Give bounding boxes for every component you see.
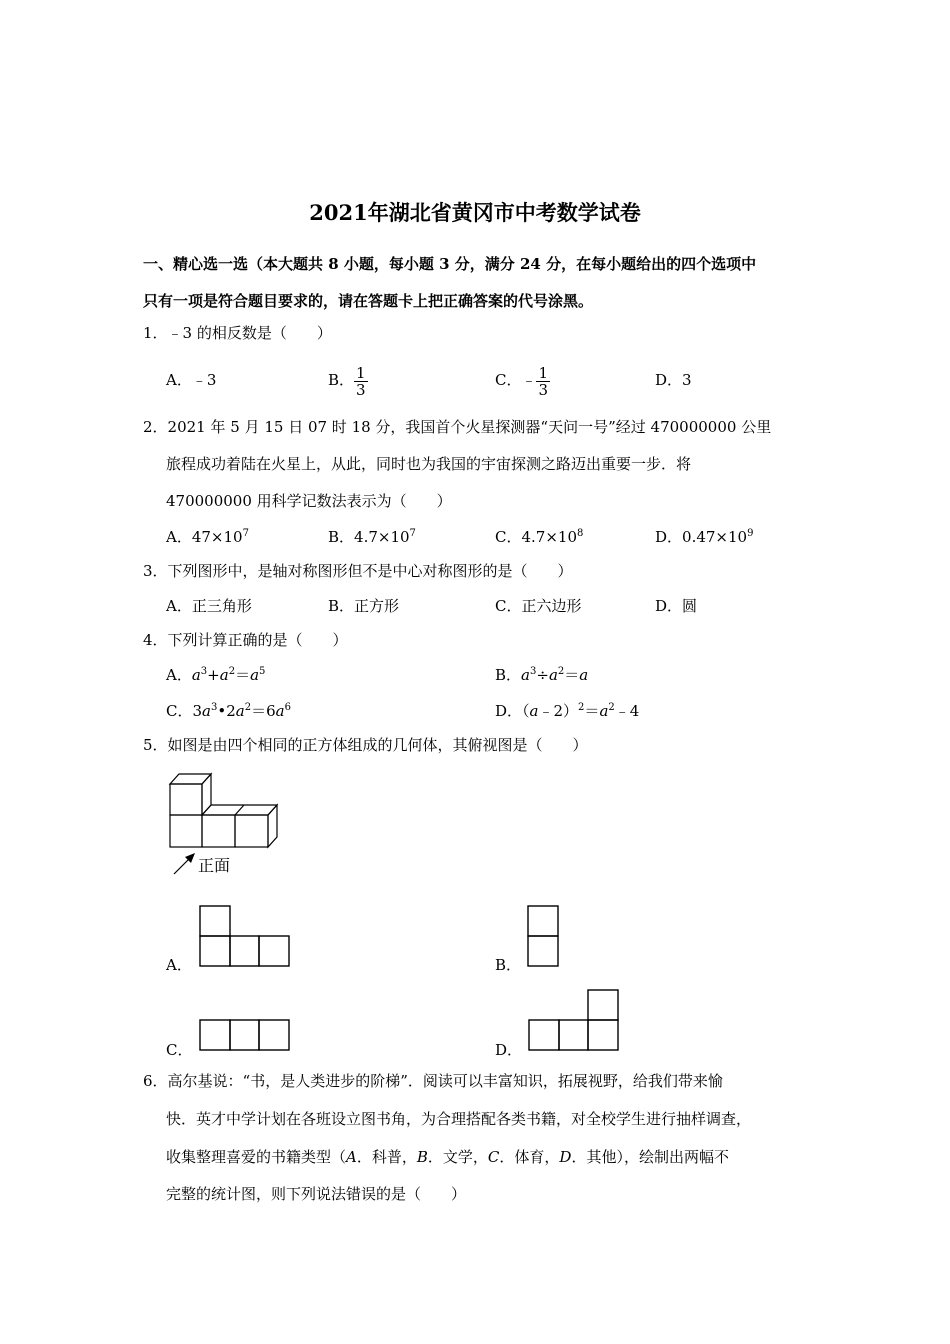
q4-option-d (495, 701, 639, 721)
q2-d-base: D．0.47×10 (655, 528, 748, 546)
q4-coef: 3 (192, 702, 203, 720)
q4-var: a (191, 666, 201, 684)
q5-option-b: B． (495, 956, 522, 974)
q1-option-c-fraction (536, 365, 550, 398)
q5-option-b-figure (526, 904, 560, 968)
q4-exp: 2 (578, 702, 585, 713)
q5-option-d: D． (495, 1041, 523, 1059)
q4-exp: 2 (228, 666, 236, 677)
q1-option-c-label: C．﹣ (495, 371, 537, 389)
q4-op: • (217, 702, 227, 720)
front-label: 正面 (198, 856, 231, 875)
q6-line1: 6．高尔基说：“书，是人类进步的阶梯”．阅读可以丰富知识，拓展视野，给我们带来愉 (143, 1072, 723, 1090)
q4-exp: 2 (557, 666, 565, 677)
q4-op: ﹣2） (538, 702, 579, 720)
q6-line2: 快．英才中学计划在各班设立图书角，为合理搭配各类书籍，对全校学生进行抽样调查， (166, 1110, 752, 1128)
cube-bottom-2 (202, 815, 235, 847)
q4-exp: 2 (244, 702, 252, 713)
q2-b-base: B．4.7×10 (328, 528, 410, 546)
section-heading-line1: 一、精心选一选（本大题共 8 小题，每小题 3 分，满分 24 分，在每小题给出的四个选项中 (143, 255, 757, 273)
square (200, 936, 230, 966)
section-heading-line2: 只有一项是符合题目要求的，请在答题卡上把正确答案的代号涂黑。 (143, 292, 594, 310)
q2-b-exp: 7 (409, 528, 416, 539)
q3-option-d: D．圆 (655, 597, 698, 615)
q1-option-c (495, 356, 550, 404)
q6-line4: 完整的统计图，则下列说法错误的是（ ） (166, 1185, 467, 1203)
q4-exp: 3 (529, 666, 537, 677)
square (230, 1020, 259, 1050)
q1-c-numerator: 1 (538, 363, 549, 382)
q3-option-c: C．正六边形 (495, 597, 582, 615)
q4-var: a (599, 702, 609, 720)
q4-option-c (166, 701, 291, 721)
q4-exp: 3 (210, 702, 218, 713)
square (528, 936, 558, 966)
q4-a-label: A． (166, 666, 192, 684)
square (230, 936, 259, 966)
q3-option-a: A．正三角形 (166, 597, 252, 615)
q1-option-b (328, 356, 368, 404)
cube-top-top (170, 774, 211, 784)
q4-op: ＝ (584, 702, 600, 720)
q1-b-numerator: 1 (356, 363, 366, 382)
q2-option-d (655, 527, 753, 547)
q2-line1: 2．2021 年 5 月 15 日 07 时 18 分，我国首个火星探测器“天问一号”经过 470000000 公里 (143, 418, 772, 436)
q4-paren: （ (522, 702, 530, 720)
q4-d-label: D． (495, 702, 523, 720)
q4-op: ﹣4 (614, 702, 640, 720)
q4-coef: 2 (226, 702, 236, 720)
q4-c-label: C． (166, 702, 193, 720)
q4-var: a (275, 702, 285, 720)
square (528, 906, 558, 936)
page-title: 2021年湖北省黄冈市中考数学试卷 (309, 200, 641, 225)
q5-option-c-figure (198, 1018, 292, 1052)
square (259, 936, 289, 966)
q4-b-label: B． (495, 666, 522, 684)
q4-exp: 6 (284, 702, 291, 713)
q6-cat-c-text: ．体育， (499, 1148, 560, 1166)
q6-cat-b: B (416, 1148, 428, 1166)
q1-option-d: D．3 (655, 371, 692, 389)
q4-op: ＝ (251, 702, 267, 720)
square (588, 1020, 618, 1050)
q4-var: a (235, 702, 245, 720)
square (529, 1020, 559, 1050)
cube-bottom-3 (235, 815, 268, 847)
q4-exp: 3 (200, 666, 208, 677)
q4-op: ＝ (235, 666, 251, 684)
q3-stem: 3．下列图形中，是轴对称图形但不是中心对称图形的是（ ） (143, 562, 573, 580)
q4-var: a (579, 666, 589, 684)
q4-stem: 4．下列计算正确的是（ ） (143, 631, 348, 649)
cube-top-right (202, 774, 211, 815)
square (200, 906, 230, 936)
q4-option-a (166, 665, 265, 685)
q5-option-a-figure (198, 904, 292, 968)
q4-op: + (207, 666, 220, 684)
square (259, 1020, 289, 1050)
q3-option-b: B．正方形 (328, 597, 400, 615)
q6-line3 (166, 1147, 729, 1167)
q1-b-denominator: 3 (356, 380, 366, 399)
square (588, 990, 618, 1020)
cube-top-edge (235, 805, 244, 815)
q4-exp: 2 (608, 702, 615, 713)
q2-c-exp: 8 (577, 528, 584, 539)
q6-line3-pre: 收集整理喜爱的书籍类型（ (166, 1148, 347, 1166)
q4-op: ＝ (564, 666, 580, 684)
q6-cat-d-text: ．其他），绘制出两幅不 (571, 1148, 729, 1166)
q4-var: a (548, 666, 558, 684)
q2-line3: 470000000 用科学记数法表示为（ ） (166, 492, 452, 510)
q4-coef: 6 (266, 702, 276, 720)
q5-option-c: C． (166, 1041, 193, 1059)
cube-top-front (170, 784, 202, 815)
q4-var: a (250, 666, 260, 684)
q6-cat-a: A (346, 1148, 357, 1166)
q2-option-b (328, 527, 416, 547)
q4-op: ÷ (536, 666, 549, 684)
cube-bottom-1 (170, 815, 202, 847)
q2-d-exp: 9 (747, 528, 754, 539)
cube-bottom-right (268, 805, 277, 847)
square (559, 1020, 588, 1050)
q4-var: a (202, 702, 211, 720)
q2-option-a (166, 527, 249, 547)
q4-var: a (521, 666, 530, 684)
q2-a-base: A．47×10 (166, 528, 243, 546)
q2-line2: 旅程成功着陆在火星上，从此，同时也为我国的宇宙探测之路迈出重要一步．将 (166, 455, 692, 473)
q6-cat-d: D (559, 1148, 572, 1166)
q2-c-base: C．4.7×10 (495, 528, 577, 546)
q4-var: a (529, 702, 539, 720)
q4-var: a (219, 666, 229, 684)
q4-option-b (495, 665, 588, 685)
q1-stem: 1．﹣3 的相反数是（ ） (143, 324, 332, 342)
q6-cat-b-text: ．文学， (427, 1148, 488, 1166)
q1-option-a: A．﹣3 (166, 371, 217, 389)
square (200, 1020, 230, 1050)
q5-option-d-figure (527, 988, 621, 1052)
q1-c-denominator: 3 (538, 380, 549, 399)
q5-stem: 5．如图是由四个相同的正方体组成的几何体，其俯视图是（ ） (143, 736, 588, 754)
q4-exp: 5 (259, 666, 266, 677)
q2-option-c (495, 527, 583, 547)
q5-option-a: A． (166, 956, 192, 974)
q6-cat-a-text: ．科普， (356, 1148, 417, 1166)
q1-option-b-fraction (354, 365, 368, 398)
q2-a-exp: 7 (242, 528, 249, 539)
q1-option-b-label: B． (328, 371, 355, 389)
q6-cat-c: C (487, 1148, 500, 1166)
